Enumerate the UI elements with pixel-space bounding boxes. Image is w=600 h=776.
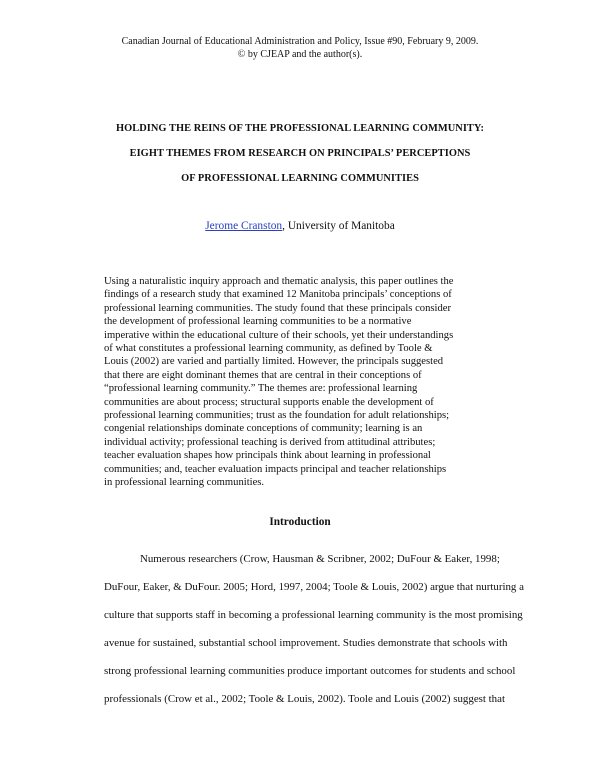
abstract-line: the development of professional learning communities to be a normative [104, 316, 412, 328]
body-line: Numerous researchers (Crow, Hausman & Scribner, 2002; DuFour & Eaker, 1998; [140, 553, 500, 565]
author-link[interactable]: Jerome Cranston [205, 220, 283, 232]
title-line-3: OF PROFESSIONAL LEARNING COMMUNITIES [181, 173, 419, 184]
journal-citation: Canadian Journal of Educational Administration and Policy, Issue #90, February 9, 2009. [121, 36, 479, 47]
page-header [0, 36, 600, 61]
abstract-line: individual activity; professional teaching is derived from attitudinal attributes; [104, 436, 436, 448]
abstract-line: communities are about process; structural supports enable the development of [104, 396, 434, 408]
abstract-line: communities; and, teacher evaluation impacts principal and teacher relationships [104, 463, 447, 475]
abstract-line: Louis (2002) are varied and partially limited. However, the principals suggested [104, 356, 444, 368]
title-line-1: HOLDING THE REINS OF THE PROFESSIONAL LEARNING COMMUNITY: [115, 123, 485, 134]
paper-title [0, 123, 600, 184]
introduction-body [104, 545, 524, 713]
author-byline [0, 220, 600, 232]
body-line: avenue for sustained, substantial school improvement. Studies demonstrate that schools with [104, 637, 508, 649]
copyright-notice: © by CJEAP and the author(s). [237, 48, 363, 60]
body-line: DuFour, Eaker, & DuFour. 2005; Hord, 1997, 2004; Toole & Louis, 2002) argue that nurturing a [104, 581, 524, 593]
body-line: culture that supports staff in becoming a professional learning community is the most promising [104, 609, 523, 621]
abstract [104, 275, 499, 490]
section-heading-introduction: Introduction [269, 516, 331, 528]
abstract-line: imperative within the educational culture of their schools, yet their understandings [104, 329, 454, 341]
abstract-line: in professional learning communities. [104, 477, 265, 489]
abstract-line: professional learning communities. The study found that these principals consider [104, 302, 451, 314]
abstract-line: Using a naturalistic inquiry approach and thematic analysis, this paper outlines the [104, 276, 454, 287]
body-line: professionals (Crow et al., 2002; Toole & Louis, 2002). Toole and Louis (2002) suggest that [104, 693, 505, 705]
abstract-line: congenial relationships dominate conceptions of community; learning is an [104, 423, 423, 435]
abstract-line: of what constitutes a professional learning community, as defined by Toole & [104, 343, 433, 355]
abstract-line: that there are eight dominant themes that are central in their conceptions of [104, 369, 422, 381]
author-affiliation: , University of Manitoba [282, 220, 395, 232]
abstract-line: findings of a research study that examined 12 Manitoba principals’ conceptions of [104, 289, 452, 301]
abstract-line: professional learning communities; trust as the foundation for adult relationships; [104, 410, 450, 422]
title-line-2: EIGHT THEMES FROM RESEARCH ON PRINCIPALS’ PERCEPTIONS [129, 148, 471, 159]
abstract-line: teacher evaluation shapes how principals think about learning in professional [104, 450, 431, 462]
abstract-line: “professional learning community.” The themes are: professional learning [104, 383, 418, 395]
body-line: strong professional learning communities produce important outcomes for students and school [104, 665, 516, 677]
